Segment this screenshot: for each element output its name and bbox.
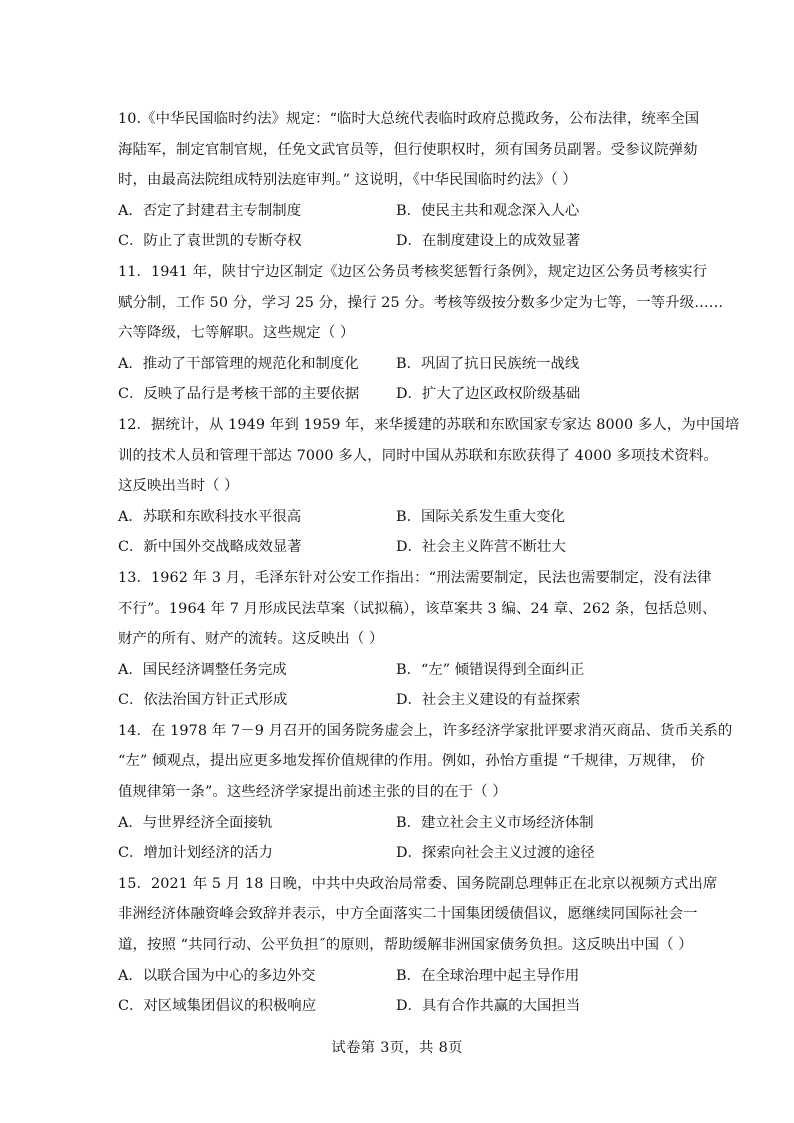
option-b: B．使民主共和观念深入人心 [396,202,580,219]
question-stem-line: 时，由最高法院组成特别法庭审判。” 这说明，《中华民国临时约法》（ ） [118,172,577,189]
option-d: D．在制度建设上的成效显著 [396,233,581,250]
question-list [118,104,740,1022]
options-row [118,991,683,1022]
option-a: A．否定了封建君主专制制度 [118,202,302,219]
option-c: C．反映了品行是考核干部的主要依据 [118,386,360,403]
question-stem-line: 财产的所有、财产的流转。这反映出（ ） [118,631,384,648]
option-d: D．社会主义阵营不断壮大 [396,539,566,556]
question-stem-line: 14．在 1978 年 7－9 月召开的国务院务虚会上，许多经济学家批评要求消灭商品、货币关系的 [118,722,733,739]
option-d: D．具有合作共赢的大国担当 [396,998,581,1015]
question-stem-line: “左” 倾观点，提出应更多地发挥价值规律的作用。例如，孙怡方重提 “千规律，万规律， 价 [118,753,706,770]
question-stem-line: 11．1941 年，陕甘宁边区制定《边区公务员考核奖惩暂行条例》，规定边区公务员考核实行 [118,263,708,280]
options-row [118,655,683,686]
option-b: B．巩固了抗日民族统一战线 [396,355,580,372]
question-stem-line: 训的技术人员和管理干部达 7000 多人，同时中国从苏联和东欧获得了 4000 多项技术资料。 [118,447,718,464]
question-11 [118,257,724,410]
option-b: B．在全球治理中起主导作用 [396,967,580,984]
options-row [118,196,683,227]
options-row [118,685,683,716]
question-stem-line: 这反映出当时（ ） [118,478,239,495]
option-a: A．推动了干部管理的规范化和制度化 [118,355,359,372]
option-a: A．与世界经济全面接轨 [118,814,273,831]
option-d: D．扩大了边区政权阶级基础 [396,386,581,403]
option-b: B．建立社会主义市场经济体制 [396,814,594,831]
option-c: C．防止了袁世凯的专断夺权 [118,233,302,250]
option-b: B．国际关系发生重大变化 [396,508,565,525]
option-a: A．国民经济调整任务完成 [118,661,287,678]
option-c: C．增加计划经济的活力 [118,845,273,862]
options-row [118,502,683,533]
options-row [118,226,683,257]
option-c: C．依法治国方针正式形成 [118,692,288,709]
question-10 [118,104,700,257]
question-stem-line: 道，按照 “共同行动、公平负担˝的原则，帮助缓解非洲国家债务负担。这反映出中国（ ） [118,937,693,954]
option-b: B．“左” 倾错误得到全面纠正 [396,661,585,678]
option-d: D．社会主义建设的有益探索 [396,692,581,709]
question-stem-line: 赋分制，工作 50 分，学习 25 分，操行 25 分。考核等级按分数多少定为七等，一等升级…… [118,294,724,311]
options-row [118,532,683,563]
options-row [118,961,683,992]
options-row [118,808,683,839]
question-stem-line: 12．据统计，从 1949 年到 1959 年，来华援建的苏联和东欧国家专家达 8000 多人，为中国培 [118,416,740,433]
question-12 [118,410,740,563]
question-stem-line: 13．1962 年 3 月，毛泽东针对公安工作指出：“刑法需要制定，民法也需要制定，没有法律 [118,569,712,586]
options-row [118,349,683,380]
question-13 [118,563,717,716]
question-stem-line: 不行”。1964 年 7 月形成民法草案（试拟稿），该草案共 3 编、24 章、262 条，包括总则、 [118,600,717,617]
question-stem-line: 海陆军，制定官制官规，任免文武官员等，但行使职权时，须有国务员副署。受参议院弹劾 [118,141,698,158]
option-c: C．新中国外交战略成效显著 [118,539,302,556]
option-d: D．探索向社会主义过渡的途径 [396,845,595,862]
page-footer: 试卷第 3页，共 8页 [331,1040,463,1056]
question-stem-line: 15．2021 年 5 月 18 日晚，中共中央政治局常委、国务院副总理韩正在北京以视频方式出席 [118,875,718,892]
option-c: C．对区域集团倡议的积极响应 [118,998,317,1015]
question-stem-line: 非洲经济体融资峰会致辞并表示，中方全面落实二十国集团缓债倡议，愿继续同国际社会一 [118,906,698,923]
option-a: A．以联合国为中心的多边外交 [118,967,316,984]
options-row [118,379,683,410]
option-a: A．苏联和东欧科技水平很高 [118,508,302,525]
question-stem-line: 值规律第一条”。这些经济学家提出前述主张的目的在于（ ） [118,784,507,801]
question-15 [118,869,718,1022]
options-row [118,838,683,869]
question-stem-line: 六等降级，七等解职。这些规定（ ） [118,325,355,342]
question-14 [118,716,733,869]
question-stem-line: 10.《中华民国临时约法》规定：“临时大总统代表临时政府总揽政务，公布法律，统率全国 [118,111,700,127]
